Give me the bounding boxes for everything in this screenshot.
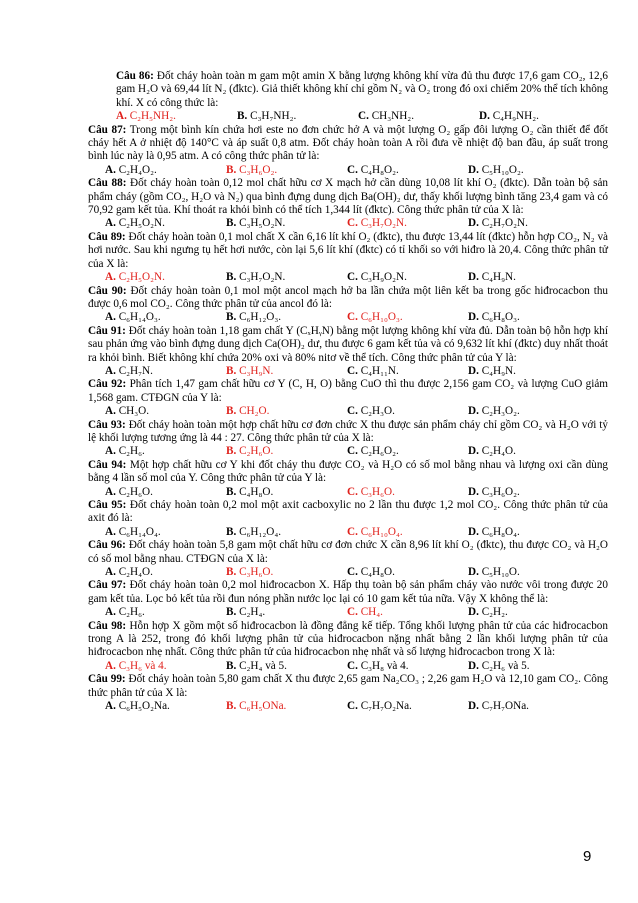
question-number: Câu 91: [88, 324, 126, 337]
option-label: C. [347, 364, 358, 377]
option-label: B. [226, 700, 237, 713]
question [88, 285, 608, 312]
question-text: Đốt cháy hoàn toàn 0,12 mol chất hữu cơ X mạch hở cần dùng 10,08 lít khí O₂ (đktc). Dẫn toàn bộ sản phẩm cháy (gồm CO₂, H₂O và N₂) qua bình đựng dung dịch Ba(OH)₂ dư, thấy khối lượng bình tăng 23,4 gam và có 70,92 gam kết tủa. Khí thoát ra khỏi bình có thể tích 1,344 lít (đktc). Công thức phân tử của X là: [88, 177, 609, 217]
answer-options [105, 526, 608, 539]
option-text: C₂H₅O₂N. [118, 217, 165, 230]
answer-option [347, 405, 468, 418]
answer-option [347, 217, 468, 230]
question [88, 124, 608, 164]
option-text: C₆H₁₄O₄. [118, 525, 161, 538]
question [88, 579, 608, 606]
option-label: B. [226, 606, 237, 619]
answer-option [479, 110, 600, 123]
option-label: B. [226, 405, 237, 418]
option-text: C₂H₃O₂. [481, 405, 520, 418]
option-label: D. [468, 606, 479, 619]
option-text: C₃H₆O₂. [481, 485, 520, 498]
question-text: Phân tích 1,47 gam chất hữu cơ Y (C, H, O) bằng CuO thì thu được 2,156 gam CO₂ và lượng CuO giảm 1,568 gam. CTĐGN của Y là: [88, 378, 609, 404]
answer-options [105, 311, 608, 324]
option-label: B. [226, 659, 237, 672]
question-text: Đốt cháy hoàn toàn 0,1 mol chất X cần 6,16 lít khí O₂ (đktc), thu được 13,44 lít (đktc) hỗn hợp CO₂, N₂ và hơi nước. Sau khi ngưng tụ hết hơi nước, còn lại 5,6 lít khí (đktc) có tỉ khối so với hiđro là 20,4. Công thức phân tử của X là: [88, 230, 609, 270]
answer-option [468, 405, 589, 418]
option-text: C₇H₇O₂Na. [360, 700, 412, 713]
answer-options [105, 660, 608, 673]
option-label: C. [347, 485, 358, 498]
option-text: C₂H₆O. [118, 485, 153, 498]
answer-option [468, 365, 589, 378]
option-text: CH₃NH₂. [371, 110, 414, 123]
option-label: A. [105, 163, 116, 176]
option-text: C₂H₅O₂N. [118, 271, 165, 284]
option-label: D. [468, 700, 479, 713]
option-text: C₂H₂. [481, 606, 508, 619]
option-label: A. [116, 110, 127, 123]
option-label: D. [468, 364, 479, 377]
question-text: Trong một bình kín chứa hơi este no đơn chức hở A và một lượng O₂ gấp đôi lượng O₂ cần thiết để đốt cháy hết A ở nhiệt độ 140°C và áp suất 0,8 atm. Đốt cháy hoàn toàn A rồi đưa về nhiệt độ ban đầu, áp suất trong bình lúc này là 0,95 atm. A có công thức phân tử là: [88, 123, 608, 163]
question-text: Đốt cháy hoàn toàn 0,1 mol một ancol mạch hở ba lần chứa một liên kết ba trong gốc hiđrocacbon thu được 0,6 mol CO₂. Công thức phân tử của ancol đó là: [88, 284, 609, 310]
option-label: A. [105, 217, 116, 230]
option-text: C₆H₈O₃. [481, 311, 520, 324]
answer-option [226, 445, 347, 458]
answer-options [105, 445, 608, 458]
answer-option [105, 271, 226, 284]
option-text: C₅H₁₀O₂. [481, 163, 524, 176]
answer-options [105, 566, 608, 579]
answer-options [105, 271, 608, 284]
question-number: Câu 94: [88, 458, 127, 471]
answer-options [105, 405, 608, 418]
question [88, 673, 608, 700]
answer-option [105, 164, 226, 177]
answer-option [468, 660, 589, 673]
option-label: A. [105, 405, 116, 418]
option-label: B. [226, 364, 237, 377]
question-number: Câu 92: [88, 378, 127, 391]
answer-option [347, 164, 468, 177]
answer-option [347, 486, 468, 499]
answer-option [347, 526, 468, 539]
option-label: B. [226, 163, 237, 176]
option-text: C₂H₄O₂. [118, 163, 157, 176]
question-number: Câu 88: [88, 177, 127, 190]
option-label: A. [105, 271, 116, 284]
question [88, 539, 608, 566]
option-text: C₃H₈ và 4. [360, 659, 409, 672]
option-text: C₂H₇O₂N. [481, 217, 528, 230]
option-label: B. [226, 525, 237, 538]
question [88, 325, 608, 365]
option-label: D. [468, 659, 479, 672]
question-text: Đốt cháy hoàn toàn 0,2 mol hiđrocacbon X. Hấp thụ toàn bộ sản phẩm cháy vào nước vôi trong được 20 gam kết tủa. Lọc bỏ kết tủa rồi đun nóng phần nước lọc lại có 10 gam kết tủa nữa. Vậy X không thể là: [88, 579, 608, 605]
question-number: Câu 95: [88, 499, 127, 511]
answer-options [105, 217, 608, 230]
option-label: C. [347, 525, 358, 538]
question-text: Đốt cháy hoàn toàn một hợp chất hữu cơ đơn chức X thu được sản phẩm cháy chỉ gồm CO₂ và H₂O với tỷ lệ khối lượng tương ứng là 44 : 27. Công thức phân tử của X là: [88, 418, 609, 444]
question [88, 419, 608, 446]
question [88, 459, 608, 486]
answer-option [105, 526, 226, 539]
answer-option [105, 566, 226, 579]
answer-option [468, 271, 589, 284]
option-label: B. [226, 445, 237, 458]
answer-option [105, 486, 226, 499]
option-text: C₃H₅O₂N. [239, 217, 286, 230]
option-text: C₆H₁₄O₃. [118, 311, 161, 324]
answer-option [226, 526, 347, 539]
question-number: Câu 90: [88, 284, 127, 297]
option-label: D. [468, 271, 479, 284]
option-text: C₃H₆ và 4. [118, 659, 167, 672]
question [88, 70, 608, 110]
option-label: C. [347, 311, 358, 324]
document-page [88, 70, 608, 714]
answer-option [347, 445, 468, 458]
question-number: Câu 97: [88, 579, 127, 592]
option-label: A. [105, 311, 116, 324]
option-text: C₂H₆. [118, 606, 145, 619]
option-text: C₂H₃O. [360, 405, 395, 418]
option-text: C₂H₆ và 5. [481, 659, 530, 672]
option-text: C₂H₆O. [239, 445, 274, 458]
answer-option [226, 606, 347, 619]
option-label: C. [347, 163, 358, 176]
option-label: D. [468, 485, 479, 498]
question-text: Đốt cháy hoàn toàn 1,18 gam chất Y (CₓHᵧN) bằng một lượng không khí vừa đủ. Dẫn toàn bộ hỗn hợp khí sau phản ứng vào bình đựng dung dịch Ca(OH)₂ dư, thu được 6 gam kết tủa và có 9,632 lít khí (đktc) duy nhất thoát ra khỏi bình. Biết không khí chứa 20% oxi và 80% nitơ về thể tích. Công thức phân tử của Y là: [88, 324, 609, 364]
answer-options [116, 110, 608, 123]
option-text: C₆H₅ONa. [239, 700, 287, 713]
option-label: D. [468, 445, 479, 458]
answer-option [468, 217, 589, 230]
option-label: B. [226, 311, 237, 324]
question-text: Đốt cháy hoàn toàn 5,8 gam một chất hữu cơ đơn chức X cần 8,96 lít khí O₂ (đktc), thu được CO₂ và H₂O có số mol bằng nhau. CTĐGN của X là: [88, 539, 608, 565]
option-text: C₆H₈O₄. [481, 525, 520, 538]
option-text: C₇H₇ONa. [481, 700, 529, 713]
answer-option [347, 271, 468, 284]
option-text: C₆H₅O₂Na. [118, 700, 170, 713]
option-label: A. [105, 659, 116, 672]
option-label: B. [226, 217, 237, 230]
option-text: C₄H₈O. [360, 566, 395, 579]
answer-option [116, 110, 237, 123]
option-label: B. [237, 110, 248, 123]
answer-option [226, 271, 347, 284]
answer-option [226, 486, 347, 499]
option-label: B. [226, 271, 237, 284]
option-label: A. [105, 606, 116, 619]
option-label: A. [105, 364, 116, 377]
option-text: C₃H₆O₂. [239, 163, 278, 176]
option-label: D. [468, 311, 479, 324]
option-text: C₃H₆O. [239, 566, 274, 579]
answer-option [105, 217, 226, 230]
question-text: Hỗn hợp X gồm một số hiđrocacbon là đồng đẳng kế tiếp. Tổng khối lượng phân tử của các hiđrocacbon trong A là 252, trong đó khối lượng phân tử của hiđrocacbon nặng nhất bằng 2 lần khối lượng phân tử của hiđrocacbon nhẹ nhất. Công thức phân tử của hiđrocacbon nhẹ nhất và số lượng hiđrocacbon trong X là: [88, 619, 608, 659]
answer-option [226, 700, 347, 713]
question-number: Câu 86: [116, 70, 154, 82]
answer-option [468, 311, 589, 324]
option-label: C. [347, 405, 358, 418]
answer-option [347, 365, 468, 378]
option-text: C₃H₇O₂N. [239, 271, 286, 284]
option-text: C₃H₇O₂N. [360, 217, 407, 230]
option-text: C₂H₆O₂. [360, 445, 399, 458]
answer-option [226, 660, 347, 673]
option-text: C₄H₁₁N. [360, 364, 399, 377]
question-number: Câu 93: [88, 418, 126, 431]
answer-option [468, 566, 589, 579]
option-text: C₃H₇NH₂. [250, 110, 297, 123]
option-label: D. [468, 405, 479, 418]
option-text: C₂H₆. [118, 445, 145, 458]
question-number: Câu 89: [88, 230, 126, 243]
option-label: C. [347, 445, 358, 458]
question-number: Câu 98: [88, 619, 127, 632]
question-number: Câu 87: [88, 123, 127, 136]
answer-option [468, 445, 589, 458]
option-text: CH₄. [360, 606, 383, 619]
answer-option [358, 110, 479, 123]
option-text: C₂H₄O. [481, 445, 516, 458]
option-label: B. [226, 485, 237, 498]
answer-option [226, 164, 347, 177]
answer-option [347, 311, 468, 324]
answer-option [105, 445, 226, 458]
answer-option [347, 606, 468, 619]
option-label: D. [468, 163, 479, 176]
option-text: C₄H₈O₂. [360, 163, 399, 176]
option-text: CH₂O. [239, 405, 270, 418]
answer-option [105, 365, 226, 378]
answer-option [347, 660, 468, 673]
answer-option [105, 311, 226, 324]
option-label: D. [479, 110, 490, 123]
option-text: C₅H₁₀O. [481, 566, 520, 579]
answer-option [105, 660, 226, 673]
option-text: C₂H₅NH₂. [129, 110, 176, 123]
answer-option [468, 606, 589, 619]
question-number: Câu 99: [88, 673, 126, 686]
option-text: C₆H₁₂O₃. [239, 311, 282, 324]
option-label: C. [358, 110, 369, 123]
answer-options [105, 700, 608, 713]
option-text: C₃H₆O. [360, 485, 395, 498]
option-label: C. [347, 606, 358, 619]
page-number: 9 [583, 848, 592, 865]
answer-option [105, 700, 226, 713]
option-text: C₆H₁₂O₄. [239, 525, 282, 538]
answer-options [105, 365, 608, 378]
option-text: C₄H₉N. [481, 364, 516, 377]
option-text: C₆H₁₀O₃. [360, 311, 403, 324]
option-text: C₄H₉N. [481, 271, 516, 284]
option-text: C₃H₉N. [239, 364, 274, 377]
option-text: C₂H₄. [239, 606, 266, 619]
answer-option [226, 217, 347, 230]
answer-option [226, 365, 347, 378]
question [88, 177, 608, 217]
option-label: A. [105, 700, 116, 713]
answer-option [226, 311, 347, 324]
question [88, 499, 608, 526]
option-label: D. [468, 217, 479, 230]
answer-option [226, 566, 347, 579]
option-text: C₂H₇N. [118, 364, 153, 377]
question-number: Câu 96: [88, 539, 126, 552]
option-label: C. [347, 271, 358, 284]
answer-option [237, 110, 358, 123]
answer-option [468, 164, 589, 177]
option-label: D. [468, 525, 479, 538]
option-label: C. [347, 700, 358, 713]
answer-option [347, 700, 468, 713]
option-label: D. [468, 566, 479, 579]
option-text: C₆H₁₀O₄. [360, 525, 403, 538]
question-text: Đốt cháy hoàn toàn 5,80 gam chất X thu được 2,65 gam Na₂CO₃ ; 2,26 gam H₂O và 12,10 gam CO₂. Công thức phân tử của X là: [88, 673, 609, 699]
option-label: C. [347, 659, 358, 672]
option-text: C₄H₉NH₂. [492, 110, 539, 123]
option-text: CH₃O. [118, 405, 150, 418]
question [88, 378, 608, 405]
question-text: Đốt cháy hoàn toàn m gam một amin X bằng lượng không khí vừa đủ thu được 17,6 gam CO₂, 12,6 gam H₂O và 69,44 lít N₂ (đktc). Giả thiết không khí chỉ gồm N₂ và O₂ trong đó oxi chiếm 20% thể tích không khí. X có công thức là: [116, 70, 609, 109]
answer-options [105, 486, 608, 499]
answer-option [468, 700, 589, 713]
question-text: Đốt cháy hoàn toàn 0,2 mol một axit cacboxylic no 2 lần thu được 1,2 mol CO₂. Công thức phân tử của axit đó là: [88, 499, 609, 525]
answer-options [105, 606, 608, 619]
answer-option [468, 486, 589, 499]
option-label: C. [347, 566, 358, 579]
option-label: C. [347, 217, 358, 230]
answer-option [347, 566, 468, 579]
answer-option [468, 526, 589, 539]
question [88, 620, 608, 660]
option-label: B. [226, 566, 237, 579]
question-text: Một hợp chất hữu cơ Y khi đốt cháy thu được CO₂ và H₂O có số mol bằng nhau và lượng oxi cần dùng bằng 4 lần số mol của Y. Công thức phân tử của Y là: [88, 458, 609, 485]
option-label: A. [105, 485, 116, 498]
answer-option [105, 405, 226, 418]
option-label: A. [105, 525, 116, 538]
option-text: C₃H₉O₂N. [360, 271, 407, 284]
option-label: A. [105, 445, 116, 458]
option-text: C₂H₄O. [118, 566, 153, 579]
answer-options [105, 164, 608, 177]
option-text: C₂H₄ và 5. [239, 659, 287, 672]
question [88, 231, 608, 271]
option-label: A. [105, 566, 116, 579]
answer-option [105, 606, 226, 619]
option-text: C₄H₈O. [239, 485, 274, 498]
answer-option [226, 405, 347, 418]
